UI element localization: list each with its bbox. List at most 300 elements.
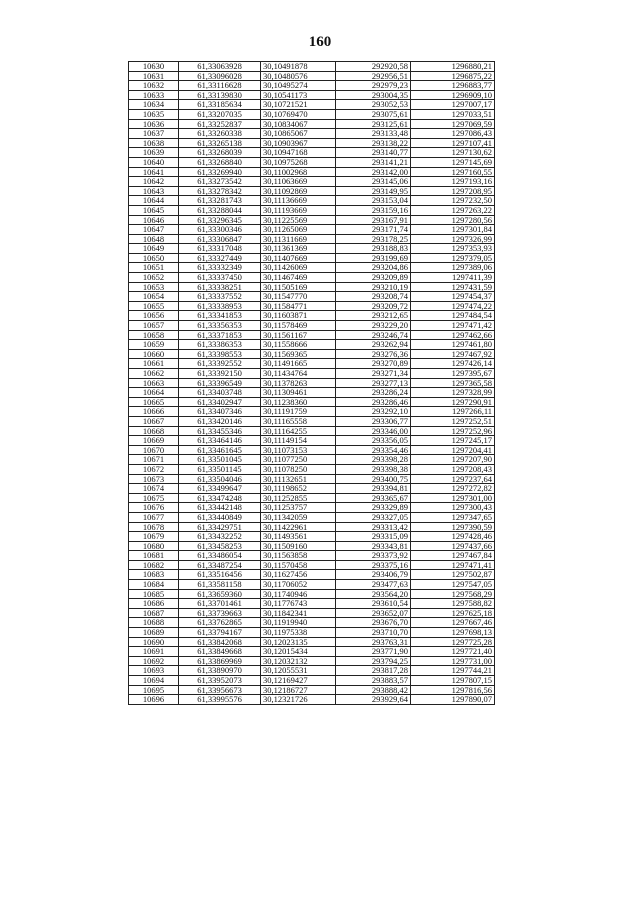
x-coordinate-cell: 293212,65 <box>336 311 411 321</box>
latitude-cell: 61,33288044 <box>179 205 261 215</box>
latitude-cell: 61,33096028 <box>179 71 261 81</box>
latitude-cell: 61,33269940 <box>179 167 261 177</box>
longitude-cell: 30,11467469 <box>261 273 336 283</box>
point-number-cell: 10672 <box>129 464 179 474</box>
latitude-cell: 61,33842068 <box>179 637 261 647</box>
table-row <box>129 253 495 263</box>
longitude-cell: 30,11627456 <box>261 570 336 580</box>
point-number-cell: 10663 <box>129 378 179 388</box>
longitude-cell: 30,11149154 <box>261 436 336 446</box>
point-number-cell: 10693 <box>129 666 179 676</box>
latitude-cell: 61,33501045 <box>179 455 261 465</box>
point-number-cell: 10682 <box>129 560 179 570</box>
y-coordinate-cell: 1297326,99 <box>411 234 495 244</box>
y-coordinate-cell: 1297290,91 <box>411 397 495 407</box>
x-coordinate-cell: 293286,24 <box>336 388 411 398</box>
latitude-cell: 61,33487254 <box>179 560 261 570</box>
point-number-cell: 10632 <box>129 81 179 91</box>
point-number-cell: 10650 <box>129 253 179 263</box>
latitude-cell: 61,33300346 <box>179 225 261 235</box>
table-row <box>129 436 495 446</box>
longitude-cell: 30,11309461 <box>261 388 336 398</box>
table-row <box>129 503 495 513</box>
longitude-cell: 30,10903967 <box>261 138 336 148</box>
y-coordinate-cell: 1297033,51 <box>411 109 495 119</box>
longitude-cell: 30,11225569 <box>261 215 336 225</box>
x-coordinate-cell: 293277,13 <box>336 378 411 388</box>
point-number-cell: 10694 <box>129 676 179 686</box>
point-number-cell: 10677 <box>129 512 179 522</box>
table-row <box>129 570 495 580</box>
point-number-cell: 10645 <box>129 205 179 215</box>
x-coordinate-cell: 293149,95 <box>336 186 411 196</box>
point-number-cell: 10643 <box>129 186 179 196</box>
x-coordinate-cell: 293292,10 <box>336 407 411 417</box>
x-coordinate-cell: 293171,74 <box>336 225 411 235</box>
longitude-cell: 30,11132651 <box>261 474 336 484</box>
point-number-cell: 10660 <box>129 349 179 359</box>
longitude-cell: 30,11561167 <box>261 330 336 340</box>
y-coordinate-cell: 1297252,96 <box>411 426 495 436</box>
table-row <box>129 205 495 215</box>
point-number-cell: 10662 <box>129 369 179 379</box>
x-coordinate-cell: 293346,00 <box>336 426 411 436</box>
x-coordinate-cell: 293329,89 <box>336 503 411 513</box>
latitude-cell: 61,33207035 <box>179 109 261 119</box>
longitude-cell: 30,11919940 <box>261 618 336 628</box>
longitude-cell: 30,11558666 <box>261 340 336 350</box>
latitude-cell: 61,33139830 <box>179 90 261 100</box>
table-row <box>129 282 495 292</box>
y-coordinate-cell: 1297431,59 <box>411 282 495 292</box>
table-row <box>129 474 495 484</box>
y-coordinate-cell: 1297725,28 <box>411 637 495 647</box>
latitude-cell: 61,33890970 <box>179 666 261 676</box>
y-coordinate-cell: 1297272,82 <box>411 484 495 494</box>
longitude-cell: 30,11165558 <box>261 416 336 426</box>
point-number-cell: 10690 <box>129 637 179 647</box>
table-row <box>129 560 495 570</box>
point-number-cell: 10687 <box>129 608 179 618</box>
x-coordinate-cell: 293209,89 <box>336 273 411 283</box>
latitude-cell: 61,33516456 <box>179 570 261 580</box>
table-row <box>129 522 495 532</box>
longitude-cell: 30,11253757 <box>261 503 336 513</box>
latitude-cell: 61,33338251 <box>179 282 261 292</box>
point-number-cell: 10684 <box>129 580 179 590</box>
x-coordinate-cell: 293188,83 <box>336 244 411 254</box>
point-number-cell: 10686 <box>129 599 179 609</box>
latitude-cell: 61,33306847 <box>179 234 261 244</box>
point-number-cell: 10670 <box>129 445 179 455</box>
coordinates-table <box>128 61 495 705</box>
y-coordinate-cell: 1297467,92 <box>411 349 495 359</box>
longitude-cell: 30,11505169 <box>261 282 336 292</box>
x-coordinate-cell: 293276,36 <box>336 349 411 359</box>
longitude-cell: 30,11092869 <box>261 186 336 196</box>
point-number-cell: 10667 <box>129 416 179 426</box>
latitude-cell: 61,33869969 <box>179 656 261 666</box>
point-number-cell: 10639 <box>129 148 179 158</box>
y-coordinate-cell: 1297890,07 <box>411 695 495 705</box>
y-coordinate-cell: 1297807,15 <box>411 676 495 686</box>
table-row <box>129 599 495 609</box>
x-coordinate-cell: 293327,05 <box>336 512 411 522</box>
table-row <box>129 666 495 676</box>
point-number-cell: 10659 <box>129 340 179 350</box>
x-coordinate-cell: 293763,31 <box>336 637 411 647</box>
latitude-cell: 61,33327449 <box>179 253 261 263</box>
y-coordinate-cell: 1297467,84 <box>411 551 495 561</box>
longitude-cell: 30,10769470 <box>261 109 336 119</box>
table-row <box>129 167 495 177</box>
point-number-cell: 10638 <box>129 138 179 148</box>
longitude-cell: 30,11265069 <box>261 225 336 235</box>
latitude-cell: 61,33337552 <box>179 292 261 302</box>
table-row <box>129 90 495 100</box>
x-coordinate-cell: 293929,64 <box>336 695 411 705</box>
longitude-cell: 30,11361369 <box>261 244 336 254</box>
longitude-cell: 30,11491665 <box>261 359 336 369</box>
latitude-cell: 61,33185634 <box>179 100 261 110</box>
x-coordinate-cell: 293354,46 <box>336 445 411 455</box>
point-number-cell: 10688 <box>129 618 179 628</box>
longitude-cell: 30,11198652 <box>261 484 336 494</box>
latitude-cell: 61,33281743 <box>179 196 261 206</box>
longitude-cell: 30,11407669 <box>261 253 336 263</box>
table-row <box>129 340 495 350</box>
point-number-cell: 10656 <box>129 311 179 321</box>
table-row <box>129 100 495 110</box>
table-row <box>129 685 495 695</box>
y-coordinate-cell: 1297107,41 <box>411 138 495 148</box>
y-coordinate-cell: 1296909,10 <box>411 90 495 100</box>
x-coordinate-cell: 293365,67 <box>336 493 411 503</box>
y-coordinate-cell: 1297502,87 <box>411 570 495 580</box>
y-coordinate-cell: 1297462,66 <box>411 330 495 340</box>
table-row <box>129 378 495 388</box>
latitude-cell: 61,33402947 <box>179 397 261 407</box>
table-row <box>129 109 495 119</box>
longitude-cell: 30,11426069 <box>261 263 336 273</box>
latitude-cell: 61,33371853 <box>179 330 261 340</box>
x-coordinate-cell: 293477,63 <box>336 580 411 590</box>
y-coordinate-cell: 1297252,51 <box>411 416 495 426</box>
point-number-cell: 10651 <box>129 263 179 273</box>
longitude-cell: 30,10480576 <box>261 71 336 81</box>
table-row <box>129 541 495 551</box>
point-number-cell: 10658 <box>129 330 179 340</box>
longitude-cell: 30,10495274 <box>261 81 336 91</box>
x-coordinate-cell: 293817,28 <box>336 666 411 676</box>
x-coordinate-cell: 293710,70 <box>336 628 411 638</box>
longitude-cell: 30,11252855 <box>261 493 336 503</box>
longitude-cell: 30,10721521 <box>261 100 336 110</box>
point-number-cell: 10696 <box>129 695 179 705</box>
longitude-cell: 30,11578469 <box>261 321 336 331</box>
longitude-cell: 30,11164255 <box>261 426 336 436</box>
y-coordinate-cell: 1297484,54 <box>411 311 495 321</box>
longitude-cell: 30,11842341 <box>261 608 336 618</box>
table-row <box>129 445 495 455</box>
longitude-cell: 30,11063669 <box>261 177 336 187</box>
y-coordinate-cell: 1297328,99 <box>411 388 495 398</box>
table-row <box>129 407 495 417</box>
table-row <box>129 138 495 148</box>
point-number-cell: 10657 <box>129 321 179 331</box>
x-coordinate-cell: 293141,21 <box>336 157 411 167</box>
y-coordinate-cell: 1296875,22 <box>411 71 495 81</box>
x-coordinate-cell: 293888,42 <box>336 685 411 695</box>
latitude-cell: 61,33337450 <box>179 273 261 283</box>
y-coordinate-cell: 1297411,39 <box>411 273 495 283</box>
point-number-cell: 10695 <box>129 685 179 695</box>
y-coordinate-cell: 1297471,41 <box>411 560 495 570</box>
longitude-cell: 30,10491878 <box>261 62 336 72</box>
y-coordinate-cell: 1297454,37 <box>411 292 495 302</box>
point-number-cell: 10637 <box>129 129 179 139</box>
point-number-cell: 10668 <box>129 426 179 436</box>
x-coordinate-cell: 293270,89 <box>336 359 411 369</box>
latitude-cell: 61,33486054 <box>179 551 261 561</box>
point-number-cell: 10681 <box>129 551 179 561</box>
table-row <box>129 493 495 503</box>
latitude-cell: 61,33659360 <box>179 589 261 599</box>
y-coordinate-cell: 1297816,56 <box>411 685 495 695</box>
longitude-cell: 30,12032132 <box>261 656 336 666</box>
x-coordinate-cell: 293343,81 <box>336 541 411 551</box>
table-row <box>129 397 495 407</box>
x-coordinate-cell: 293286,46 <box>336 397 411 407</box>
x-coordinate-cell: 293153,04 <box>336 196 411 206</box>
point-number-cell: 10673 <box>129 474 179 484</box>
y-coordinate-cell: 1297390,59 <box>411 522 495 532</box>
point-number-cell: 10692 <box>129 656 179 666</box>
latitude-cell: 61,33501145 <box>179 464 261 474</box>
longitude-cell: 30,11193669 <box>261 205 336 215</box>
latitude-cell: 61,33581158 <box>179 580 261 590</box>
longitude-cell: 30,11563858 <box>261 551 336 561</box>
x-coordinate-cell: 293210,19 <box>336 282 411 292</box>
table-row <box>129 695 495 705</box>
latitude-cell: 61,33762865 <box>179 618 261 628</box>
longitude-cell: 30,12186727 <box>261 685 336 695</box>
longitude-cell: 30,11706052 <box>261 580 336 590</box>
latitude-cell: 61,33432252 <box>179 532 261 542</box>
x-coordinate-cell: 293178,25 <box>336 234 411 244</box>
longitude-cell: 30,11378263 <box>261 378 336 388</box>
latitude-cell: 61,33398553 <box>179 349 261 359</box>
latitude-cell: 61,33455346 <box>179 426 261 436</box>
y-coordinate-cell: 1297461,80 <box>411 340 495 350</box>
y-coordinate-cell: 1297208,95 <box>411 186 495 196</box>
point-number-cell: 10630 <box>129 62 179 72</box>
point-number-cell: 10689 <box>129 628 179 638</box>
x-coordinate-cell: 293375,16 <box>336 560 411 570</box>
x-coordinate-cell: 293229,20 <box>336 321 411 331</box>
point-number-cell: 10631 <box>129 71 179 81</box>
y-coordinate-cell: 1297207,90 <box>411 455 495 465</box>
latitude-cell: 61,33341853 <box>179 311 261 321</box>
latitude-cell: 61,33420146 <box>179 416 261 426</box>
point-number-cell: 10655 <box>129 301 179 311</box>
longitude-cell: 30,11136669 <box>261 196 336 206</box>
longitude-cell: 30,12321726 <box>261 695 336 705</box>
table-row <box>129 349 495 359</box>
y-coordinate-cell: 1297237,64 <box>411 474 495 484</box>
table-row <box>129 551 495 561</box>
x-coordinate-cell: 293125,61 <box>336 119 411 129</box>
y-coordinate-cell: 1297389,06 <box>411 263 495 273</box>
latitude-cell: 61,33442148 <box>179 503 261 513</box>
y-coordinate-cell: 1297232,50 <box>411 196 495 206</box>
y-coordinate-cell: 1297086,43 <box>411 129 495 139</box>
latitude-cell: 61,33396549 <box>179 378 261 388</box>
table-row <box>129 225 495 235</box>
latitude-cell: 61,33794167 <box>179 628 261 638</box>
y-coordinate-cell: 1297365,58 <box>411 378 495 388</box>
x-coordinate-cell: 293676,70 <box>336 618 411 628</box>
point-number-cell: 10652 <box>129 273 179 283</box>
y-coordinate-cell: 1296880,21 <box>411 62 495 72</box>
point-number-cell: 10676 <box>129 503 179 513</box>
table-row <box>129 464 495 474</box>
y-coordinate-cell: 1297379,05 <box>411 253 495 263</box>
table-row <box>129 273 495 283</box>
point-number-cell: 10640 <box>129 157 179 167</box>
page-number: 160 <box>308 34 332 50</box>
y-coordinate-cell: 1297353,93 <box>411 244 495 254</box>
longitude-cell: 30,11434764 <box>261 369 336 379</box>
y-coordinate-cell: 1297395,67 <box>411 369 495 379</box>
x-coordinate-cell: 293159,16 <box>336 205 411 215</box>
table-row <box>129 321 495 331</box>
x-coordinate-cell: 293199,69 <box>336 253 411 263</box>
y-coordinate-cell: 1297471,42 <box>411 321 495 331</box>
longitude-cell: 30,11078250 <box>261 464 336 474</box>
x-coordinate-cell: 293133,48 <box>336 129 411 139</box>
x-coordinate-cell: 292956,51 <box>336 71 411 81</box>
longitude-cell: 30,10834067 <box>261 119 336 129</box>
x-coordinate-cell: 293771,90 <box>336 647 411 657</box>
x-coordinate-cell: 293356,05 <box>336 436 411 446</box>
latitude-cell: 61,33952073 <box>179 676 261 686</box>
table-row <box>129 369 495 379</box>
table-row <box>129 186 495 196</box>
y-coordinate-cell: 1297145,69 <box>411 157 495 167</box>
y-coordinate-cell: 1297300,43 <box>411 503 495 513</box>
latitude-cell: 61,33252837 <box>179 119 261 129</box>
x-coordinate-cell: 293246,74 <box>336 330 411 340</box>
table-row <box>129 656 495 666</box>
table-row <box>129 119 495 129</box>
latitude-cell: 61,33504046 <box>179 474 261 484</box>
point-number-cell: 10691 <box>129 647 179 657</box>
y-coordinate-cell: 1297130,62 <box>411 148 495 158</box>
point-number-cell: 10641 <box>129 167 179 177</box>
x-coordinate-cell: 293883,57 <box>336 676 411 686</box>
y-coordinate-cell: 1297245,17 <box>411 436 495 446</box>
table-row <box>129 330 495 340</box>
longitude-cell: 30,11311669 <box>261 234 336 244</box>
point-number-cell: 10664 <box>129 388 179 398</box>
latitude-cell: 61,33265138 <box>179 138 261 148</box>
x-coordinate-cell: 293004,35 <box>336 90 411 100</box>
longitude-cell: 30,11570458 <box>261 560 336 570</box>
y-coordinate-cell: 1297266,11 <box>411 407 495 417</box>
latitude-cell: 61,33268840 <box>179 157 261 167</box>
latitude-cell: 61,33956673 <box>179 685 261 695</box>
latitude-cell: 61,33356353 <box>179 321 261 331</box>
latitude-cell: 61,33116628 <box>179 81 261 91</box>
x-coordinate-cell: 293075,61 <box>336 109 411 119</box>
latitude-cell: 61,33474248 <box>179 493 261 503</box>
point-number-cell: 10675 <box>129 493 179 503</box>
latitude-cell: 61,33849668 <box>179 647 261 657</box>
longitude-cell: 30,12055531 <box>261 666 336 676</box>
table-row <box>129 177 495 187</box>
latitude-cell: 61,33260338 <box>179 129 261 139</box>
x-coordinate-cell: 293315,09 <box>336 532 411 542</box>
table-row <box>129 608 495 618</box>
latitude-cell: 61,33995576 <box>179 695 261 705</box>
table-row <box>129 148 495 158</box>
x-coordinate-cell: 293373,92 <box>336 551 411 561</box>
y-coordinate-cell: 1296883,77 <box>411 81 495 91</box>
longitude-cell: 30,11603871 <box>261 311 336 321</box>
table-row <box>129 589 495 599</box>
latitude-cell: 61,33464146 <box>179 436 261 446</box>
y-coordinate-cell: 1297301,84 <box>411 225 495 235</box>
longitude-cell: 30,11073153 <box>261 445 336 455</box>
longitude-cell: 30,12023135 <box>261 637 336 647</box>
point-number-cell: 10644 <box>129 196 179 206</box>
longitude-cell: 30,10865067 <box>261 129 336 139</box>
x-coordinate-cell: 293262,94 <box>336 340 411 350</box>
x-coordinate-cell: 293394,81 <box>336 484 411 494</box>
y-coordinate-cell: 1297568,29 <box>411 589 495 599</box>
y-coordinate-cell: 1297474,22 <box>411 301 495 311</box>
y-coordinate-cell: 1297721,40 <box>411 647 495 657</box>
y-coordinate-cell: 1297698,13 <box>411 628 495 638</box>
point-number-cell: 10633 <box>129 90 179 100</box>
latitude-cell: 61,33317048 <box>179 244 261 254</box>
table-row <box>129 647 495 657</box>
y-coordinate-cell: 1297069,59 <box>411 119 495 129</box>
table-row <box>129 388 495 398</box>
table-row <box>129 426 495 436</box>
y-coordinate-cell: 1297625,18 <box>411 608 495 618</box>
x-coordinate-cell: 293140,77 <box>336 148 411 158</box>
point-number-cell: 10648 <box>129 234 179 244</box>
latitude-cell: 61,33461645 <box>179 445 261 455</box>
x-coordinate-cell: 293400,75 <box>336 474 411 484</box>
x-coordinate-cell: 293398,28 <box>336 455 411 465</box>
table-row <box>129 196 495 206</box>
table-row <box>129 157 495 167</box>
x-coordinate-cell: 293052,53 <box>336 100 411 110</box>
point-number-cell: 10680 <box>129 541 179 551</box>
latitude-cell: 61,33063928 <box>179 62 261 72</box>
table-row <box>129 512 495 522</box>
x-coordinate-cell: 293794,25 <box>336 656 411 666</box>
y-coordinate-cell: 1297160,55 <box>411 167 495 177</box>
table-row <box>129 676 495 686</box>
table-row <box>129 484 495 494</box>
latitude-cell: 61,33701461 <box>179 599 261 609</box>
x-coordinate-cell: 293398,38 <box>336 464 411 474</box>
y-coordinate-cell: 1297204,41 <box>411 445 495 455</box>
